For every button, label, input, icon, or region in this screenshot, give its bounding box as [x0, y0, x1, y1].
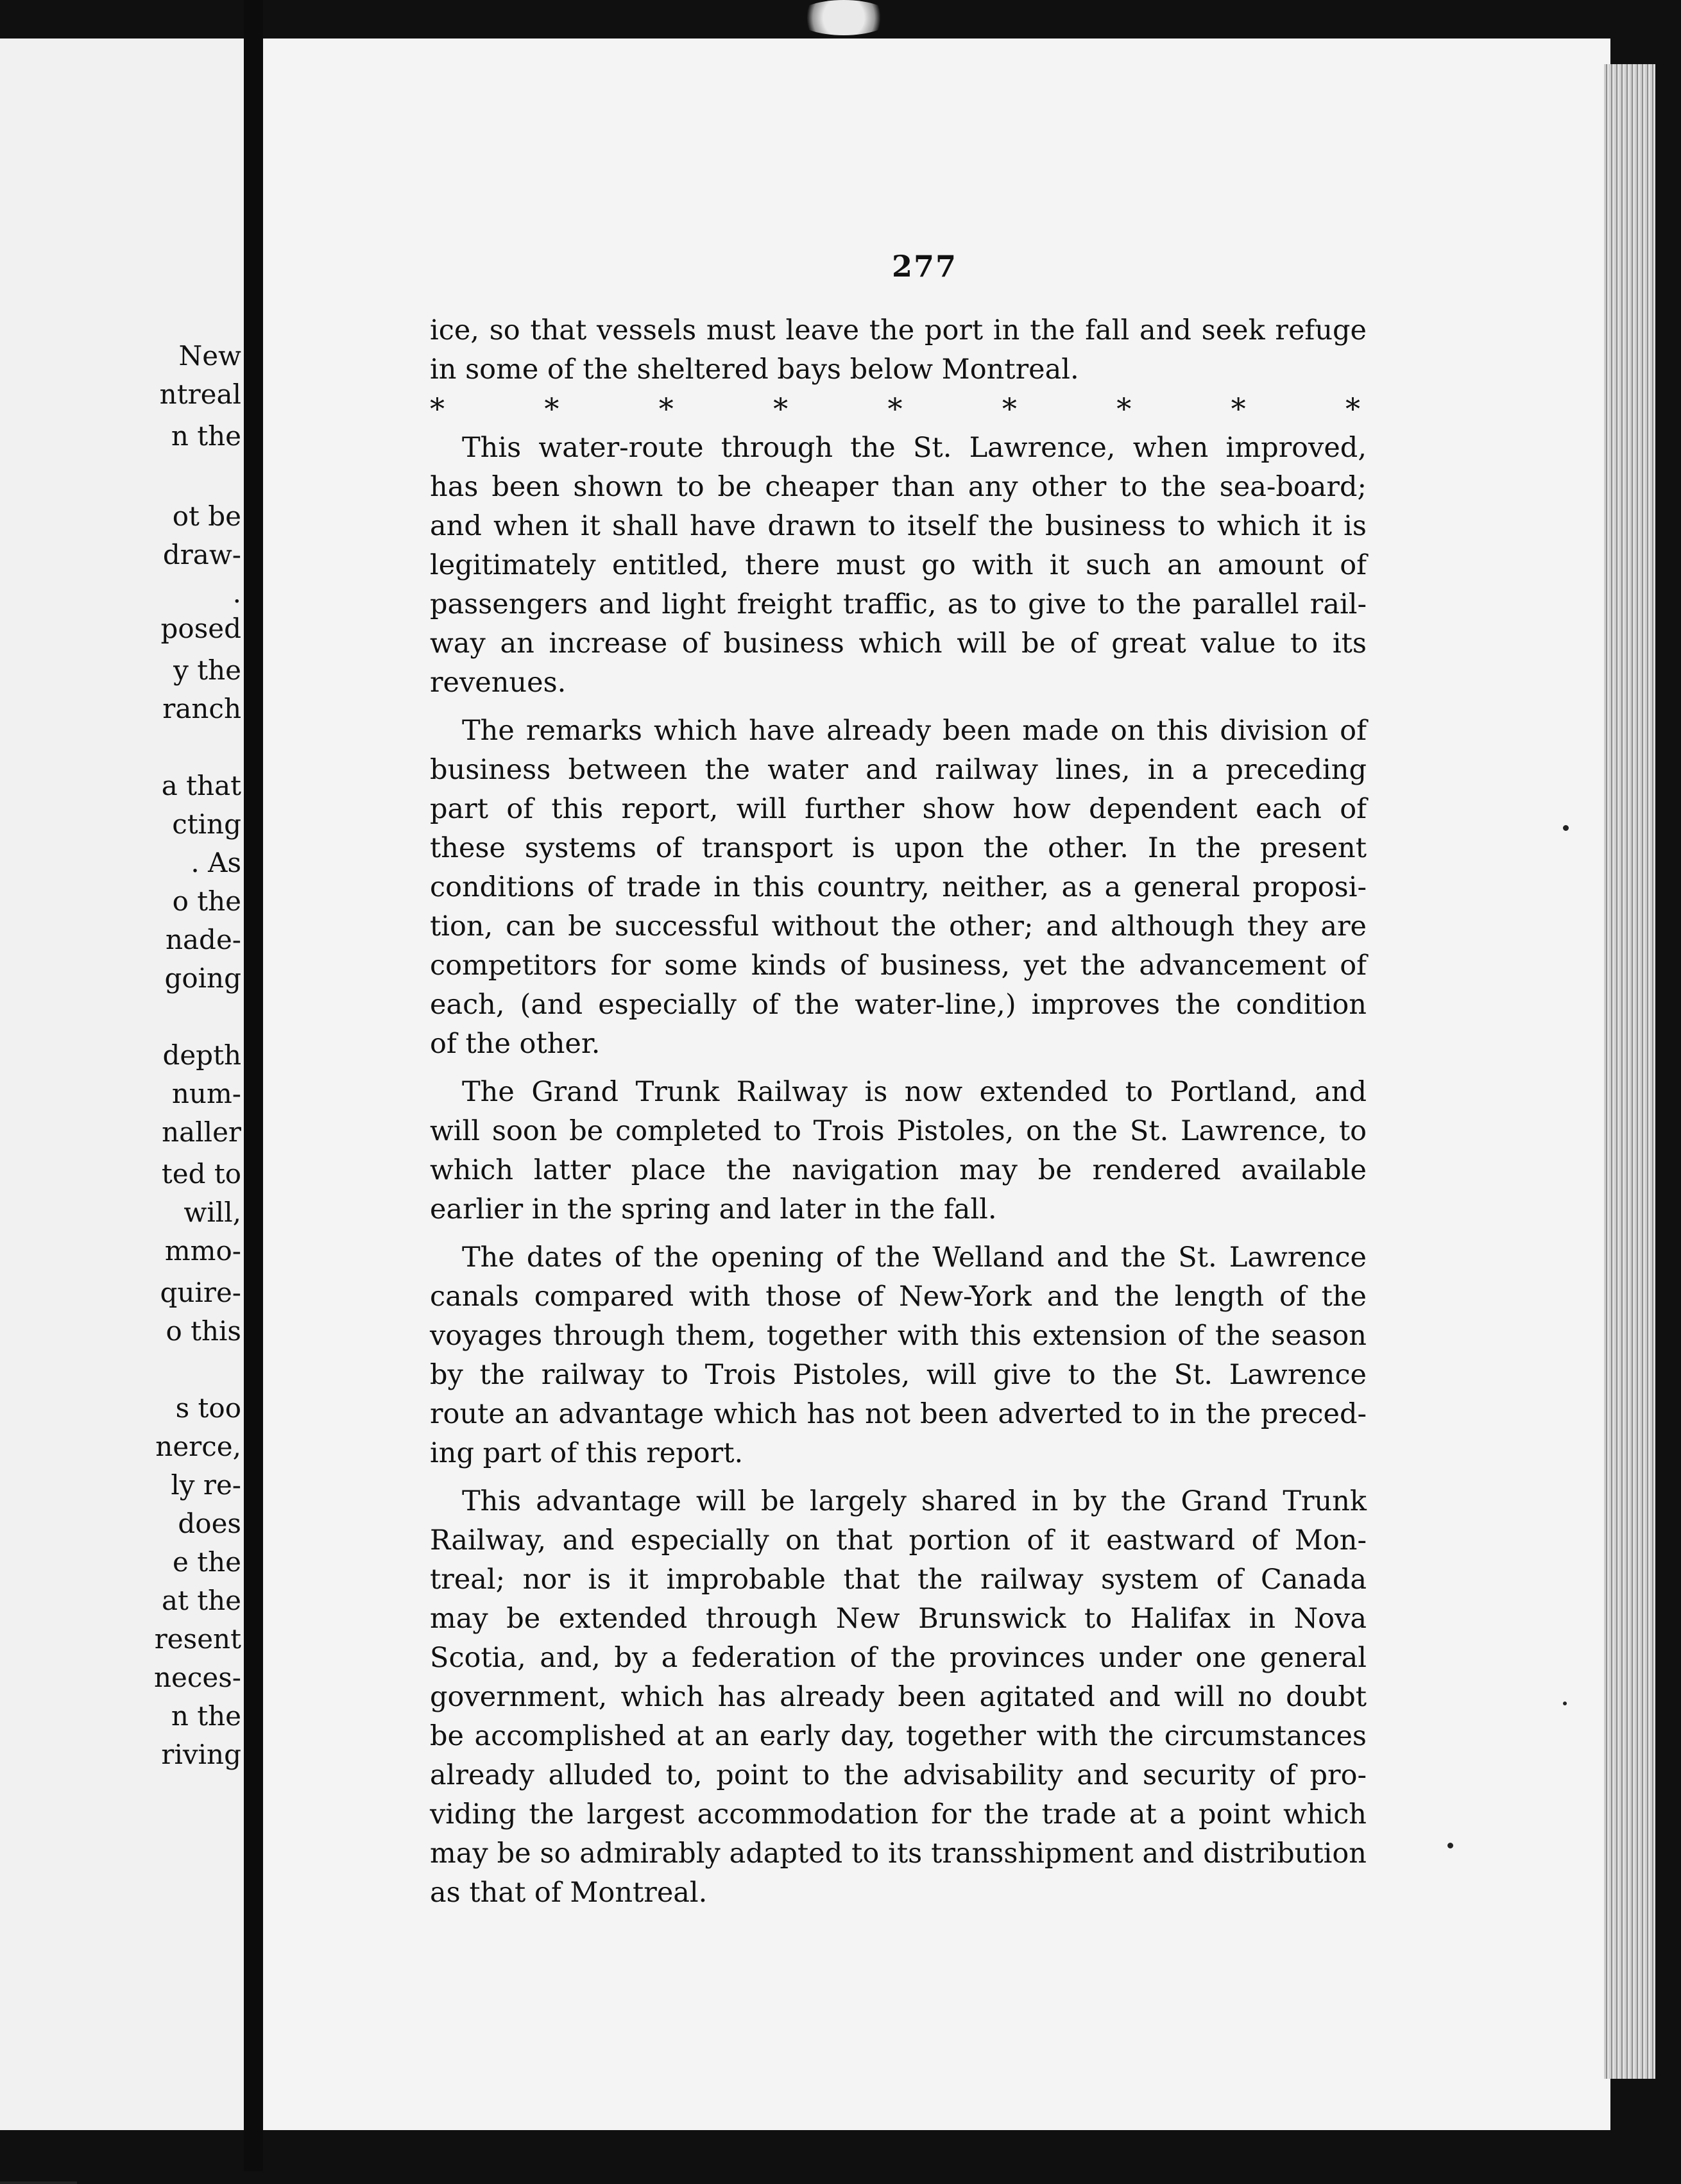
- book-gutter: [244, 0, 263, 2171]
- asterisk: *: [1345, 391, 1360, 426]
- text-line: Scotia, and, by a federation of the provinces under one general: [430, 1642, 1367, 1674]
- asterisk: *: [544, 391, 559, 426]
- text-line: business between the water and railway lines, in a preceding: [430, 754, 1367, 786]
- text-line: This water-route through the St. Lawrence, when improved,: [462, 432, 1367, 464]
- text-line: This advantage will be largely shared in by the Grand Trunk: [462, 1485, 1367, 1517]
- text-line: The dates of the opening of the Welland and the St. Lawrence: [462, 1241, 1367, 1274]
- text-line: and when it shall have drawn to itself the business to which it is: [430, 510, 1367, 542]
- text-line: legitimately entitled, there must go with it such an amount of: [430, 549, 1367, 581]
- left-page-fragment: n the: [171, 420, 241, 452]
- text-line: conditions of trade in this country, neither, as a general proposi-: [430, 871, 1367, 903]
- left-page-fragment: cting: [172, 808, 241, 840]
- asterisk: *: [1002, 391, 1017, 426]
- text-line: way an increase of business which will be of great value to its: [430, 627, 1367, 660]
- page-edges: [1604, 64, 1655, 2079]
- asterisk: *: [430, 391, 445, 426]
- speck: [1447, 1843, 1453, 1848]
- left-facing-page: [0, 38, 244, 2130]
- asterisk: *: [773, 391, 789, 426]
- left-page-fragment: . As: [191, 847, 241, 878]
- text-line: already alluded to, point to the advisability and security of pro-: [430, 1759, 1367, 1791]
- left-page-fragment: naller: [162, 1116, 241, 1148]
- left-page-fragment: s too: [175, 1392, 241, 1424]
- text-line: as that of Montreal.: [430, 1877, 708, 1909]
- left-page-fragment: draw-: [162, 539, 241, 570]
- left-page-fragment: ranch: [162, 693, 241, 724]
- text-line: may be extended through New Brunswick to Halifax in Nova: [430, 1603, 1367, 1635]
- text-line: The remarks which have already been made on this division of: [462, 715, 1367, 747]
- text-line: government, which has already been agitated and will no doubt: [430, 1681, 1367, 1713]
- left-page-fragment: o this: [166, 1315, 241, 1347]
- left-page-fragment: going: [164, 962, 241, 994]
- text-line: viding the largest accommodation for the trade at a point which: [430, 1798, 1367, 1830]
- text-line: canals compared with those of New-York and the length of the: [430, 1281, 1367, 1313]
- left-page-fragment: ntreal: [159, 379, 241, 410]
- left-page-fragment: a that: [161, 770, 241, 801]
- text-line: ing part of this report.: [430, 1437, 744, 1469]
- text-line: be accomplished at an early day, together with the circumstances: [430, 1720, 1367, 1752]
- left-page-fragment: quire-: [160, 1277, 241, 1308]
- text-line: tion, can be successful without the other; and although they are: [430, 910, 1367, 943]
- text-line: which latter place the navigation may be rendered available: [430, 1154, 1367, 1186]
- left-page-fragment: does: [178, 1508, 241, 1539]
- left-page-fragment: y the: [173, 654, 241, 686]
- body-text: [430, 311, 1367, 1913]
- text-line: may be so admirably adapted to its transshipment and distribution: [430, 1838, 1367, 1870]
- left-page-fragment: resent: [154, 1623, 241, 1655]
- text-line: by the railway to Trois Pistoles, will give to the St. Lawrence: [430, 1359, 1367, 1391]
- left-page-fragment: nerce,: [155, 1431, 241, 1462]
- left-page-fragment: n the: [171, 1700, 241, 1732]
- left-page-fragment: depth: [162, 1039, 241, 1071]
- paragraph: [430, 712, 1367, 1064]
- left-page-fragment: will,: [183, 1197, 241, 1228]
- left-page-fragment: .: [232, 577, 241, 609]
- paragraph: [430, 1482, 1367, 1913]
- text-line: Railway, and especially on that portion of it eastward of Mon-: [430, 1524, 1367, 1557]
- page-number: 277: [892, 249, 958, 284]
- text-line: route an advantage which has not been adverted to in the preced-: [430, 1398, 1367, 1430]
- paragraph: [430, 429, 1367, 703]
- text-line: earlier in the spring and later in the fall.: [430, 1193, 997, 1225]
- text-line: treal; nor is it improbable that the railway system of Canada: [430, 1564, 1367, 1596]
- text-line: of the other.: [430, 1028, 601, 1060]
- text-line: these systems of transport is upon the other. In the present: [430, 832, 1367, 864]
- text-line: will soon be completed to Trois Pistoles, on the St. Lawrence, to: [430, 1115, 1367, 1147]
- left-page-fragment: ot be: [172, 500, 241, 532]
- left-page-fragment: riving: [161, 1739, 241, 1770]
- left-page-fragment: ted to: [161, 1158, 241, 1190]
- text-line: The Grand Trunk Railway is now extended to Portland, and: [462, 1076, 1367, 1108]
- text-line: passengers and light freight traffic, as to give to the parallel rail-: [430, 588, 1367, 620]
- left-page-fragment: New: [178, 340, 241, 371]
- paragraph: [430, 1238, 1367, 1473]
- text-line: voyages through them, together with this extension of the season: [430, 1320, 1367, 1352]
- text-line: revenues.: [430, 667, 567, 699]
- text-line: ice, so that vessels must leave the port in the fall and seek refuge: [430, 314, 1367, 346]
- asterisk: *: [1231, 391, 1246, 426]
- ink-blot: [796, 0, 892, 35]
- text-line: in some of the sheltered bays below Montreal.: [430, 354, 1079, 386]
- section-break-asterisks: [430, 389, 1367, 429]
- left-page-fragment: o the: [172, 885, 241, 917]
- speck: [1563, 825, 1569, 831]
- text-line: each, (and especially of the water-line,) improves the condition: [430, 989, 1367, 1021]
- left-page-fragment: nade-: [165, 924, 241, 955]
- paragraph: [430, 311, 1367, 389]
- left-page-footnote-rule: [0, 2181, 77, 2184]
- left-page-fragment: ly re-: [171, 1469, 241, 1501]
- left-page-fragment: posed: [160, 613, 241, 644]
- asterisk: *: [1116, 391, 1132, 426]
- text-line: part of this report, will further show how dependent each of: [430, 793, 1367, 825]
- asterisk: *: [658, 391, 674, 426]
- text-line: has been shown to be cheaper than any other to the sea-board;: [430, 471, 1367, 503]
- asterisk: *: [887, 391, 903, 426]
- left-page-fragment: at the: [161, 1585, 241, 1616]
- left-page-fragment: e the: [173, 1546, 241, 1578]
- left-page-fragment: mmo-: [164, 1235, 241, 1267]
- left-page-fragment: neces-: [153, 1662, 241, 1693]
- text-line: competitors for some kinds of business, yet the advancement of: [430, 950, 1367, 982]
- paragraph: [430, 1073, 1367, 1229]
- left-page-fragment: num-: [171, 1078, 241, 1109]
- speck: [1563, 1702, 1567, 1705]
